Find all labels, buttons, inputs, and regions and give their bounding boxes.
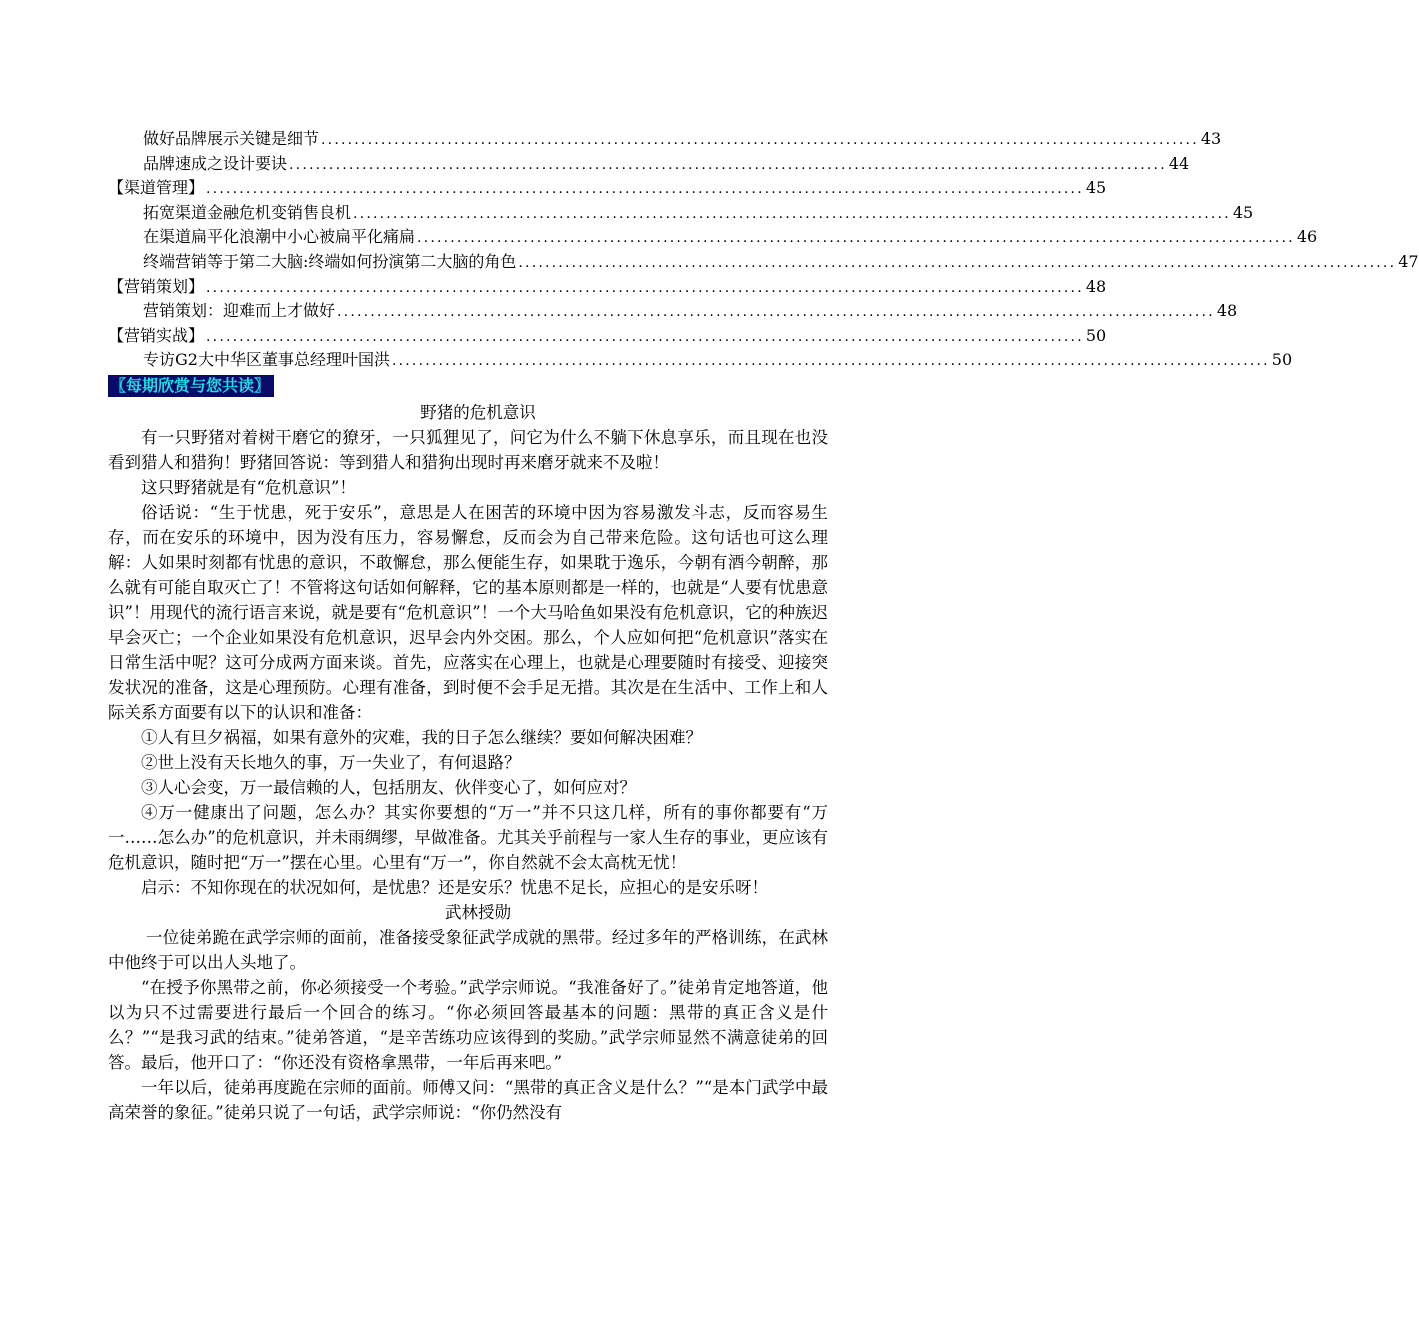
toc-leader-dots: ....................................................................................................................................: [206, 181, 1084, 198]
section-banner: 〖每期欣赏与您共读〗: [108, 375, 274, 397]
toc-leader-dots: ....................................................................................................................................: [337, 304, 1215, 321]
toc-entry-title: 营销策划：迎难而上才做好: [143, 301, 336, 321]
article-title: 武林授勋: [445, 903, 511, 922]
toc-section[interactable]: [108, 324, 1107, 349]
toc-leader-dots: ....................................................................................................................................: [206, 328, 1084, 345]
article-paragraph: 启示：不知你现在的状况如何，是忧患？还是安乐？忧患不足长，应担心的是安乐呀！: [141, 878, 768, 897]
toc-leader-dots: ....................................................................................................................................: [289, 156, 1167, 173]
toc-entry[interactable]: [108, 299, 1238, 324]
toc-section-title: 【营销策划】: [108, 276, 205, 296]
toc-leader-dots: ....................................................................................................................................: [353, 205, 1231, 222]
toc-entry-page: 48: [1216, 301, 1238, 321]
article-paragraph: ①人有旦夕祸福，如果有意外的灾难，我的日子怎么继续？要如何解决困难？: [141, 728, 702, 747]
toc-leader-dots: ....................................................................................................................................: [417, 230, 1295, 247]
toc-section-title: 【营销实战】: [108, 325, 205, 345]
toc-leader-dots: ....................................................................................................................................: [391, 353, 1270, 370]
article-paragraph: ②世上没有天长地久的事，万一失业了，有何退路？: [141, 753, 521, 772]
article-paragraph: ④万一健康出了问题，怎么办？其实你要想的“万一”并不只这几样，所有的事你都要有“万一……怎么办”的危机意识，并未雨绸缪，早做准备。尤其关乎前程与一家人生存的事业，更应该有危机意识，随时把“万一”摆在心里。心里有“万一”，你自然就不会太高枕无忧！: [108, 803, 828, 872]
toc-section[interactable]: [108, 275, 1107, 300]
article-paragraph: 这只野猪就是有“危机意识”！: [141, 478, 356, 497]
article-paragraph: 一位徒弟跪在武学宗师的面前，准备接受象征武学成就的黑带。经过多年的严格训练，在武林中他终于可以出人头地了。: [108, 928, 828, 972]
article-paragraph: 有一只野猪对着树干磨它的獠牙，一只狐狸见了，问它为什么不躺下休息享乐，而且现在也没看到猎人和猎狗！野猪回答说：等到猎人和猎狗出现时再来磨牙就来不及啦！: [108, 428, 828, 472]
toc-entry[interactable]: [108, 201, 1254, 226]
toc-entry[interactable]: [108, 250, 1419, 275]
toc-entry-title: 拓宽渠道金融危机变销售良机: [143, 202, 352, 222]
article-title: 野猪的危机意识: [420, 403, 536, 422]
table-of-contents: [108, 127, 1419, 373]
toc-entry-title: 在渠道扁平化浪潮中小心被扁平化痛扁: [143, 227, 416, 247]
toc-entry-page: 43: [1200, 129, 1222, 148]
toc-entry-title: 品牌速成之设计要诀: [143, 153, 288, 173]
article-wild-boar: [108, 400, 828, 1125]
toc-entry[interactable]: [108, 348, 1293, 373]
toc-leader-dots: ....................................................................................................................................: [206, 279, 1084, 296]
toc-section-title: 【渠道管理】: [108, 178, 205, 198]
article-paragraph: ③人心会变，万一最信赖的人，包括朋友、伙伴变心了，如何应对？: [141, 778, 636, 797]
toc-entry-page: 50: [1271, 350, 1293, 370]
toc-entry-page: 46: [1296, 227, 1318, 247]
toc-entry-title: 做好品牌展示关键是细节: [143, 129, 320, 148]
article-paragraph: 一年以后，徒弟再度跪在宗师的面前。师傅又问：“黑带的真正含义是什么？”“是本门武学中最高荣誉的象征。”徒弟只说了一句话，武学宗师说：“你仍然没有: [108, 1078, 828, 1122]
toc-entry[interactable]: [108, 152, 1190, 177]
toc-entry-page: 45: [1232, 202, 1254, 222]
toc-entry-page: 48: [1085, 276, 1107, 296]
toc-entry[interactable]: [108, 127, 1222, 152]
toc-leader-dots: ....................................................................................................................................: [321, 132, 1199, 148]
toc-entry-page: 44: [1168, 153, 1190, 173]
toc-entry-page: 50: [1085, 325, 1107, 345]
toc-section[interactable]: [108, 176, 1107, 201]
toc-entry-title: 终端营销等于第二大脑:终端如何扮演第二大脑的角色: [143, 251, 517, 271]
toc-entry-title: 专访G2大中华区董事总经理叶国洪: [143, 350, 390, 370]
article-paragraph: 俗话说：“生于忧患，死于安乐”，意思是人在困苦的环境中因为容易激发斗志，反而容易生存，而在安乐的环境中，因为没有压力，容易懈怠，反而会为自己带来危险。这句话也可这么理解：人如果时刻都有忧患的意识，不敢懈怠，那么便能生存，如果耽于逸乐，今朝有酒今朝醉，那么就有可能自取灭亡了！不管将这句话如何解释，它的基本原则都是一样的，也就是“人要有忧患意识”！用现代的流行语言来说，就是要有“危机意识”！一个大马哈鱼如果没有危机意识，它的种族迟早会灭亡；一个企业如果没有危机意识，迟早会内外交困。那么，个人应如何把“危机意识”落实在日常生活中呢？这可分成两方面来谈。首先，应落实在心理上，也就是心理要随时有接受、迎接突发状况的准备，这是心理预防。心理有准备，到时便不会手足无措。其次是在生活中、工作上和人际关系方面要有以下的认识和准备：: [108, 503, 828, 722]
toc-entry-page: 45: [1085, 178, 1107, 198]
article-paragraph: “在授予你黑带之前，你必须接受一个考验。”武学宗师说。“我准备好了。”徒弟肯定地答道，他以为只不过需要进行最后一个回合的练习。“你必须回答最基本的问题：黑带的真正含义是什么？”“是我习武的结束。”徒弟答道，“是辛苦练功应该得到的奖励。”武学宗师显然不满意徒弟的回答。最后，他开口了：“你还没有资格拿黑带，一年后再来吧。”: [108, 978, 828, 1072]
toc-leader-dots: ....................................................................................................................................: [518, 254, 1397, 271]
toc-entry-page: 47: [1398, 251, 1419, 271]
toc-entry[interactable]: [108, 225, 1318, 250]
